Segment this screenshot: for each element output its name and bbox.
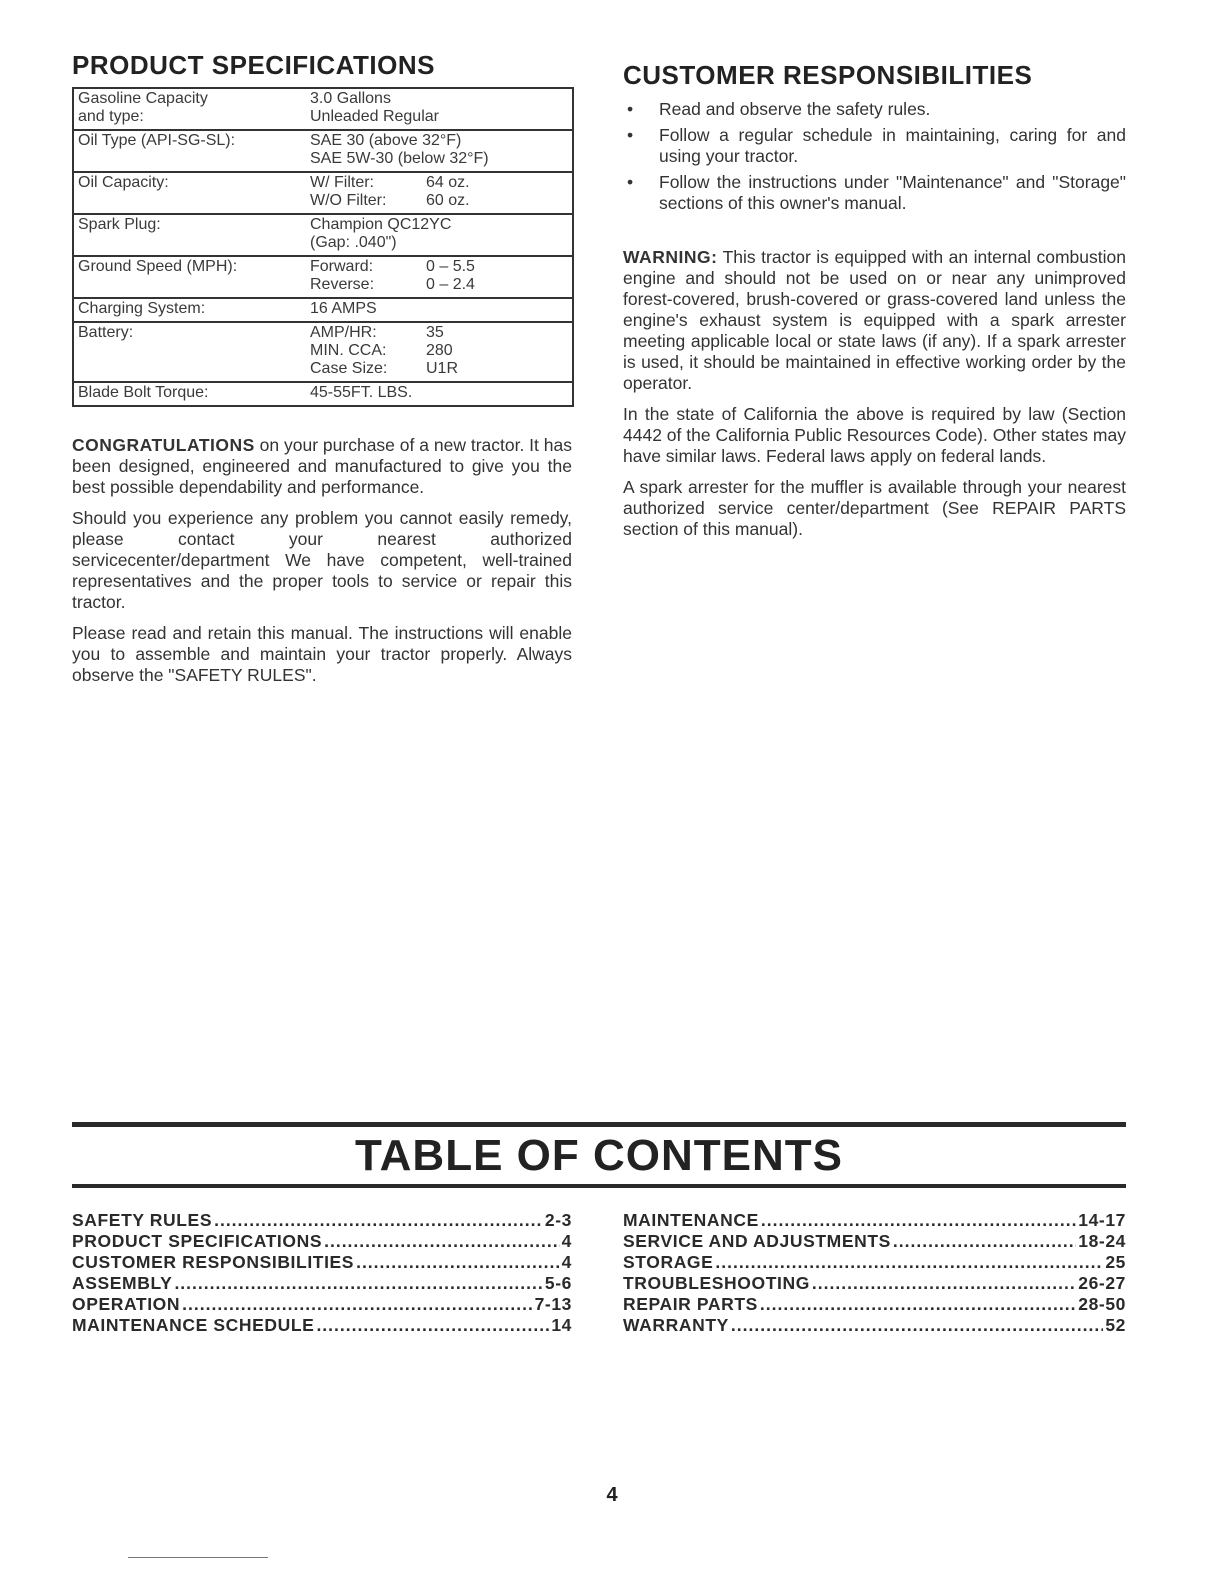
spec-label: Ground Speed (MPH):	[78, 258, 238, 275]
spec-label: Charging System:	[78, 300, 206, 317]
toc-entry-operation[interactable]: OPERATION ..... 7-13	[72, 1294, 572, 1315]
spec-key: MIN. CCA:	[310, 342, 387, 359]
toc-entry-storage[interactable]: STORAGE ..... 25	[623, 1252, 1126, 1273]
toc-entry-assembly[interactable]: ASSEMBLY ..... 5-6	[72, 1273, 572, 1294]
congratulations-lead: CONGRATULATIONS	[72, 435, 255, 455]
responsibilities-list	[623, 99, 1126, 214]
spec-label: Blade Bolt Torque:	[78, 384, 209, 401]
spec-key: W/O Filter:	[310, 192, 387, 209]
spec-row-oil-type	[74, 131, 572, 173]
spec-key: Case Size:	[310, 360, 388, 377]
toc-entry-product-specifications[interactable]: PRODUCT SPECIFICATIONS ..... 4	[72, 1231, 572, 1252]
product-specifications-heading: PRODUCT SPECIFICATIONS	[72, 50, 435, 80]
customer-responsibilities-heading: CUSTOMER RESPONSIBILITIES	[623, 60, 1033, 90]
spec-row-oil-capacity	[74, 173, 572, 215]
list-item: • Follow a regular schedule in maintaining, caring for and using your tractor.	[627, 125, 1126, 166]
warning-lead: WARNING:	[623, 247, 718, 267]
toc-bottom-rule	[72, 1184, 1126, 1188]
warning-text: This tractor is equipped with an internal combustion engine and should not be used on or near any unimproved forest-covered, brush-covered or grass-covered land unless the engine's exhaust system is equipped with a spark arrester meeting applicable local or state laws (if any). If a spark arrester is used, it should be maintained in effective working order by the operator.	[623, 247, 1126, 393]
california-paragraph: In the state of California the above is required by law (Section 4442 of the California Public Resources Code). Other states may have similar laws. Federal laws apply on federal lands.	[623, 404, 1126, 466]
bottom-divider	[128, 1557, 268, 1558]
spec-key: Reverse:	[310, 276, 375, 293]
spec-row-battery	[74, 323, 572, 383]
toc-entry-repair-parts[interactable]: REPAIR PARTS ..... 28-50	[623, 1294, 1126, 1315]
retain-manual-paragraph: Please read and retain this manual. The instructions will enable you to assemble and maintain your tractor properly. Always observe the "SAFETY RULES".	[72, 623, 572, 685]
spec-value: 64 oz.	[426, 174, 470, 191]
spec-value: 60 oz.	[426, 192, 470, 209]
toc-entry-warranty[interactable]: WARRANTY ..... 52	[623, 1315, 1126, 1336]
spark-arrester-paragraph: A spark arrester for the muffler is available through your nearest authorized service center/department (See REPAIR PARTS section of this manual).	[623, 477, 1126, 539]
spec-value: SAE 30 (above 32°F)	[310, 132, 462, 149]
spec-key: Forward:	[310, 258, 374, 275]
congratulations-text: on your purchase of a new tractor. It has been designed, engineered and manufactured to give you the best possible dependability and performance.	[72, 435, 572, 497]
toc-left-column	[72, 1210, 572, 1336]
spec-row-blade-bolt	[74, 383, 572, 405]
page-number: 4	[606, 1484, 618, 1506]
spec-value: SAE 5W-30 (below 32°F)	[310, 150, 489, 167]
spec-key: AMP/HR:	[310, 324, 377, 341]
toc-entry-customer-responsibilities[interactable]: CUSTOMER RESPONSIBILITIES ..... 4	[72, 1252, 572, 1273]
spec-key: W/ Filter:	[310, 174, 374, 191]
warning-paragraph	[623, 247, 1126, 394]
spec-row-ground-speed	[74, 257, 572, 299]
spec-label: Spark Plug:	[78, 216, 161, 233]
toc-entry-maintenance[interactable]: MAINTENANCE ..... 14-17	[623, 1210, 1126, 1231]
spec-value: 0 – 2.4	[426, 276, 475, 293]
spec-label: and type:	[78, 108, 144, 125]
list-item: • Read and observe the safety rules.	[627, 99, 931, 119]
toc-title: TABLE OF CONTENTS	[355, 1131, 843, 1180]
spec-value: Unleaded Regular	[310, 108, 439, 125]
spec-value: U1R	[426, 360, 459, 377]
toc-top-rule	[72, 1122, 1126, 1127]
spec-label: Oil Capacity:	[78, 174, 169, 191]
spec-label: Gasoline Capacity	[78, 90, 208, 107]
spec-label: Battery:	[78, 324, 134, 341]
toc-entry-troubleshooting[interactable]: TROUBLESHOOTING ..... 26-27	[623, 1273, 1126, 1294]
toc-entry-service-adjustments[interactable]: SERVICE AND ADJUSTMENTS ..... 18-24	[623, 1231, 1126, 1252]
left-column	[72, 50, 572, 696]
toc-right-column	[623, 1210, 1126, 1336]
toc-entry-maintenance-schedule[interactable]: MAINTENANCE SCHEDULE ..... 14	[72, 1315, 572, 1336]
bullet-icon: •	[627, 125, 634, 145]
list-item: • Follow the instructions under "Maintenance" and "Storage" sections of this owner's manual.	[627, 172, 1126, 213]
right-column	[623, 60, 1126, 550]
spec-value: 3.0 Gallons	[310, 90, 391, 107]
congratulations-paragraph	[72, 435, 572, 498]
spec-value: Champion QC12YC	[310, 216, 452, 233]
bullet-icon: •	[627, 99, 634, 119]
spec-row-spark-plug	[74, 215, 572, 257]
spec-row-gasoline	[74, 89, 572, 131]
spec-label: Oil Type (API-SG-SL):	[78, 132, 236, 149]
spec-row-charging	[74, 299, 572, 323]
spec-value: 0 – 5.5	[426, 258, 475, 275]
spec-value: (Gap: .040")	[310, 234, 397, 251]
service-paragraph: Should you experience any problem you cannot easily remedy, please contact your nearest authorized servicecenter/department We have competent, well-trained representatives and the proper tools to service or repair this tractor.	[72, 508, 572, 612]
spec-table	[72, 87, 574, 407]
spec-value: 16 AMPS	[310, 300, 377, 317]
bullet-icon: •	[627, 172, 634, 192]
toc-entry-safety-rules[interactable]: SAFETY RULES ..... 2-3	[72, 1210, 572, 1231]
spec-value: 45-55FT. LBS.	[310, 384, 413, 401]
spec-value: 35	[426, 324, 444, 341]
spec-value: 280	[426, 342, 453, 359]
